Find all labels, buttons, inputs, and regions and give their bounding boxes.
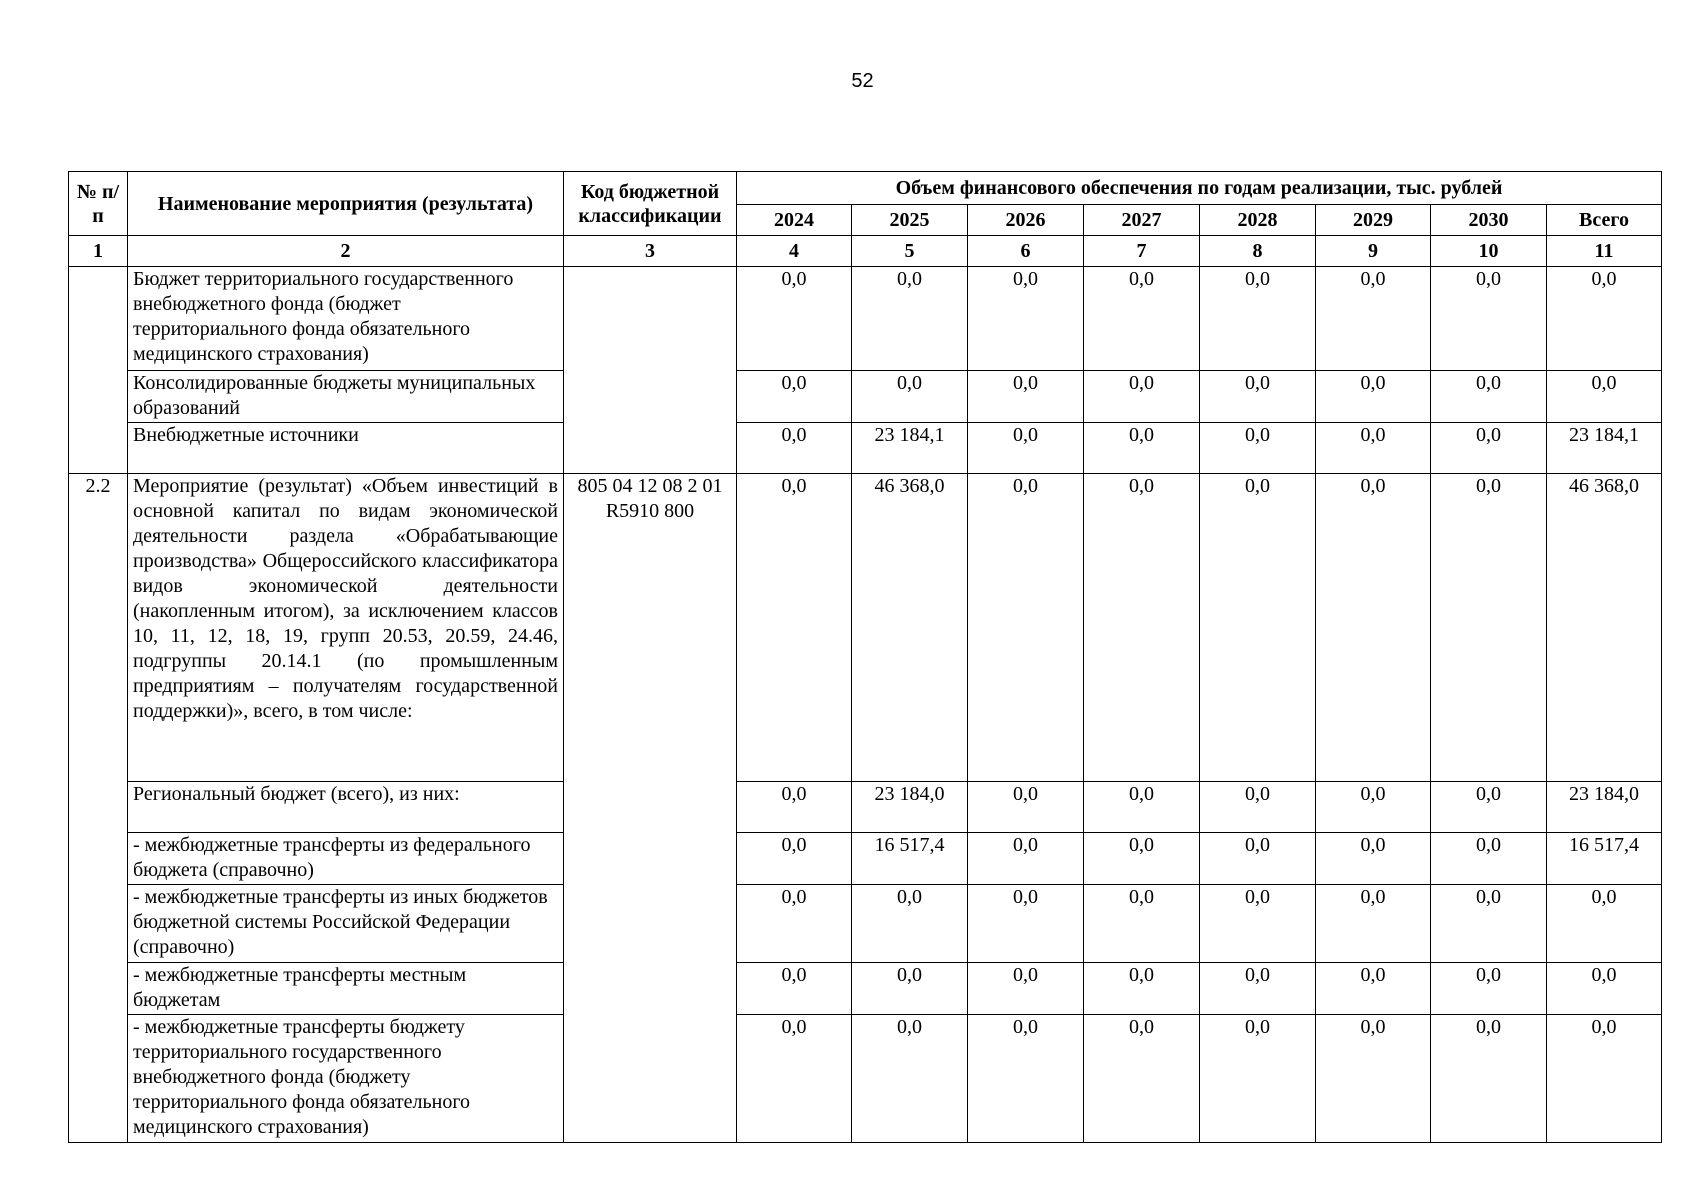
table-row [69, 423, 1662, 474]
row-value: 0,0 [737, 371, 852, 423]
row-name: Внебюджетные источники [128, 423, 564, 474]
row-total: 0,0 [1547, 267, 1662, 371]
row-index-empty [69, 267, 128, 474]
budget-code: 805 04 12 08 2 01 R5910 800 [564, 474, 737, 1143]
page-number: 52 [851, 70, 874, 92]
row-name: - межбюджетные трансферты из иных бюджетов бюджетной системы Российской Федерации (справочно) [128, 885, 564, 963]
row-value: 0,0 [1316, 474, 1431, 782]
row-value: 0,0 [1431, 1015, 1547, 1143]
row-value: 0,0 [1200, 833, 1316, 885]
row-value: 0,0 [1316, 267, 1431, 371]
row-value: 0,0 [737, 963, 852, 1015]
row-value: 0,0 [852, 371, 968, 423]
row-value: 0,0 [1200, 885, 1316, 963]
row-value: 0,0 [968, 963, 1084, 1015]
row-value: 0,0 [1431, 782, 1547, 833]
row-value: 0,0 [1084, 267, 1200, 371]
row-value: 0,0 [1316, 371, 1431, 423]
row-name: - межбюджетные трансферты бюджету территориального государственного внебюджетного фонда (бюджету территориального фонда обязательного медицинского страхования) [128, 1015, 564, 1143]
row-value: 0,0 [1431, 474, 1547, 782]
row-index: 2.2 [69, 474, 128, 1143]
row-value: 0,0 [1200, 1015, 1316, 1143]
column-number: 5 [852, 236, 968, 267]
row-value: 0,0 [1431, 833, 1547, 885]
row-value: 0,0 [1200, 423, 1316, 474]
row-total: 0,0 [1547, 1015, 1662, 1143]
column-number: 7 [1084, 236, 1200, 267]
row-value: 0,0 [968, 1015, 1084, 1143]
row-value: 16 517,4 [852, 833, 968, 885]
row-name: - межбюджетные трансферты из федерального бюджета (справочно) [128, 833, 564, 885]
row-value: 46 368,0 [852, 474, 968, 782]
header-year: 2024 [737, 205, 852, 236]
row-value: 0,0 [737, 474, 852, 782]
table-row [69, 267, 1662, 371]
header-col-no: № п/п [69, 172, 128, 236]
column-number: 9 [1316, 236, 1431, 267]
row-value: 0,0 [1200, 371, 1316, 423]
table-row [69, 474, 1662, 782]
row-total: 46 368,0 [1547, 474, 1662, 782]
table-row [69, 885, 1662, 963]
column-number: 1 [69, 236, 128, 267]
row-name: Консолидированные бюджеты муниципальных образований [128, 371, 564, 423]
row-name: - межбюджетные трансферты местным бюджетам [128, 963, 564, 1015]
row-value: 0,0 [737, 833, 852, 885]
row-value: 0,0 [1084, 963, 1200, 1015]
row-value: 0,0 [737, 782, 852, 833]
header-year: 2027 [1084, 205, 1200, 236]
row-name: Мероприятие (результат) «Объем инвестиций в основной капитал по видам экономической деятельности раздела «Обрабатывающие производства» Общероссийского классификатора видов экономической деятельности (накопленным итогом), за исключением классов 10, 11, 12, 18, 19, групп 20.53, 20.59, 24.46, подгруппы 20.14.1 (по промышленным предприятиям – получателям государственной поддержки)», всего, в том числе: [128, 474, 564, 782]
row-value: 0,0 [1316, 423, 1431, 474]
row-value: 0,0 [852, 885, 968, 963]
row-value: 0,0 [968, 267, 1084, 371]
header-row-1 [69, 172, 1662, 205]
row-value: 0,0 [1084, 423, 1200, 474]
row-value: 0,0 [1316, 782, 1431, 833]
table-row [69, 371, 1662, 423]
row-value: 0,0 [1200, 267, 1316, 371]
row-value: 0,0 [852, 1015, 968, 1143]
row-value: 0,0 [737, 267, 852, 371]
column-number: 11 [1547, 236, 1662, 267]
row-value: 0,0 [1084, 833, 1200, 885]
row-total: 0,0 [1547, 371, 1662, 423]
row-value: 0,0 [1084, 885, 1200, 963]
row-value: 0,0 [968, 885, 1084, 963]
row-value: 0,0 [1431, 371, 1547, 423]
row-value: 0,0 [737, 423, 852, 474]
row-value: 0,0 [1316, 1015, 1431, 1143]
row-name: Бюджет территориального государственного внебюджетного фонда (бюджет территориального фонда обязательного медицинского страхования) [128, 267, 564, 371]
row-value: 0,0 [968, 423, 1084, 474]
row-value: 0,0 [1200, 963, 1316, 1015]
table-row [69, 833, 1662, 885]
row-total: 16 517,4 [1547, 833, 1662, 885]
column-number: 6 [968, 236, 1084, 267]
header-year: 2026 [968, 205, 1084, 236]
column-number: 8 [1200, 236, 1316, 267]
row-value: 0,0 [852, 963, 968, 1015]
row-value: 0,0 [852, 267, 968, 371]
header-total: Всего [1547, 205, 1662, 236]
row-value: 0,0 [1316, 833, 1431, 885]
column-number: 4 [737, 236, 852, 267]
row-value: 0,0 [737, 1015, 852, 1143]
header-year: 2030 [1431, 205, 1547, 236]
row-value: 0,0 [737, 885, 852, 963]
header-col-code: Код бюджетной классификации [564, 172, 737, 236]
table-row [69, 963, 1662, 1015]
header-col-name: Наименование мероприятия (результата) [128, 172, 564, 236]
table-row [69, 782, 1662, 833]
header-year: 2028 [1200, 205, 1316, 236]
column-number: 10 [1431, 236, 1547, 267]
row-value: 0,0 [1084, 1015, 1200, 1143]
column-number: 3 [564, 236, 737, 267]
row-value: 0,0 [1431, 267, 1547, 371]
row-value: 0,0 [968, 782, 1084, 833]
row-total: 23 184,1 [1547, 423, 1662, 474]
header-year: 2025 [852, 205, 968, 236]
row-value: 0,0 [968, 474, 1084, 782]
row-value: 0,0 [1316, 963, 1431, 1015]
table-row [69, 1015, 1662, 1143]
row-name: Региональный бюджет (всего), из них: [128, 782, 564, 833]
row-value: 0,0 [1431, 963, 1547, 1015]
row-value: 0,0 [968, 833, 1084, 885]
row-value: 0,0 [1200, 474, 1316, 782]
row-value: 0,0 [1431, 885, 1547, 963]
row-value: 0,0 [968, 371, 1084, 423]
header-row-numbers [69, 236, 1662, 267]
column-number: 2 [128, 236, 564, 267]
row-value: 0,0 [1200, 782, 1316, 833]
row-total: 23 184,0 [1547, 782, 1662, 833]
row-value: 23 184,0 [852, 782, 968, 833]
header-col-volume: Объем финансового обеспечения по годам реализации, тыс. рублей [737, 172, 1662, 205]
header-year: 2029 [1316, 205, 1431, 236]
row-value: 0,0 [1084, 782, 1200, 833]
row-code-empty [564, 267, 737, 474]
row-total: 0,0 [1547, 963, 1662, 1015]
row-total: 0,0 [1547, 885, 1662, 963]
row-value: 0,0 [1084, 371, 1200, 423]
row-value: 0,0 [1316, 885, 1431, 963]
budget-table [68, 171, 1662, 1143]
row-value: 23 184,1 [852, 423, 968, 474]
row-value: 0,0 [1431, 423, 1547, 474]
row-value: 0,0 [1084, 474, 1200, 782]
